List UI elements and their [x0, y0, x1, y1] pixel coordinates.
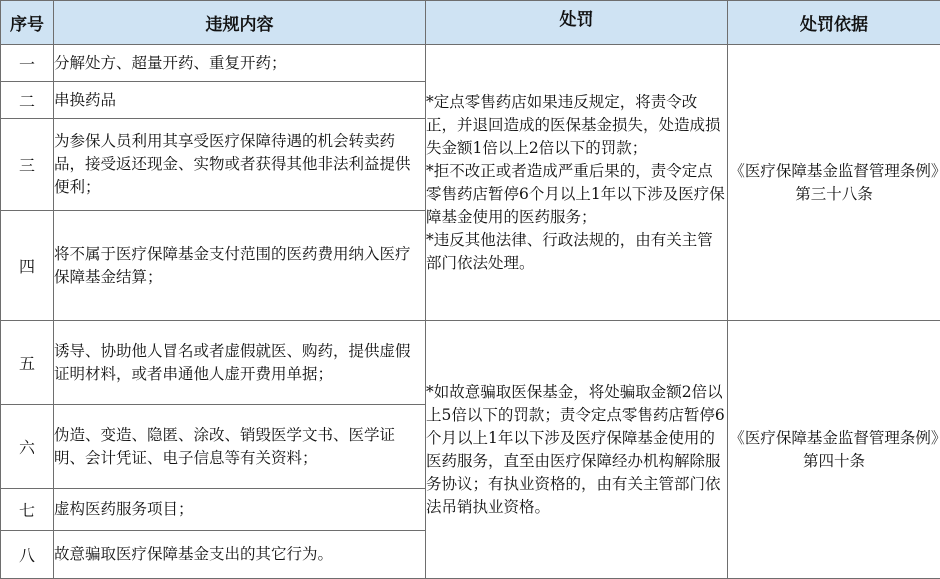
- row-number: 四: [1, 211, 54, 321]
- basis-group-2: 《医疗保障基金监督管理条例》第四十条: [728, 321, 940, 579]
- row-number: 五: [1, 321, 54, 405]
- penalty-item: *违反其他法律、行政法规的，由有关主管部门依法处理。: [426, 230, 713, 272]
- basis-group-1: 《医疗保障基金监督管理条例》第三十八条: [728, 45, 940, 321]
- table-row: [1, 45, 940, 82]
- row-number: 六: [1, 405, 54, 489]
- header-basis: 处罚依据: [728, 1, 940, 45]
- penalty-item: *如故意骗取医保基金，将处骗取金额2倍以上5倍以下的罚款；责令定点零售药店暂停6个月以上1年以下涉及医疗保障基金使用的医药服务，直至由医疗保障经办机构解除服务协议；有执业资格的，由有关主管部门依法吊销执业资格。: [426, 382, 725, 516]
- penalty-group-1: [426, 45, 728, 321]
- row-number: 二: [1, 82, 54, 119]
- row-number: 八: [1, 531, 54, 579]
- header-penalty: 处罚: [426, 1, 728, 45]
- header-seq: 序号: [1, 1, 54, 45]
- penalty-item: *定点零售药店如果违反规定，将责令改正，并退回造成的医保基金损失，处造成损失金额1倍以上2倍以下的罚款；: [426, 92, 721, 157]
- violation-content: 故意骗取医疗保障基金支出的其它行为。: [54, 531, 426, 579]
- row-number: 三: [1, 119, 54, 211]
- header-row: [1, 1, 940, 45]
- violation-content: 为参保人员利用其享受医疗保障待遇的机会转卖药品，接受返还现金、实物或者获得其他非法利益提供便利；: [54, 119, 426, 211]
- penalty-item: *拒不改正或者造成严重后果的，责令定点零售药店暂停6个月以上1年以下涉及医疗保障基金使用的医药服务；: [426, 161, 725, 226]
- header-content: 违规内容: [54, 1, 426, 45]
- violation-content: 虚构医药服务项目；: [54, 489, 426, 531]
- violation-content: 将不属于医疗保障基金支付范围的医药费用纳入医疗保障基金结算；: [54, 211, 426, 321]
- penalty-group-2: [426, 321, 728, 579]
- violation-content: 串换药品: [54, 82, 426, 119]
- row-number: 七: [1, 489, 54, 531]
- row-number: 一: [1, 45, 54, 82]
- table-row: [1, 321, 940, 405]
- violation-content: 诱导、协助他人冒名或者虚假就医、购药，提供虚假证明材料，或者串通他人虚开费用单据；: [54, 321, 426, 405]
- violation-content: 分解处方、超量开药、重复开药；: [54, 45, 426, 82]
- violation-content: 伪造、变造、隐匿、涂改、销毁医学文书、医学证明、会计凭证、电子信息等有关资料；: [54, 405, 426, 489]
